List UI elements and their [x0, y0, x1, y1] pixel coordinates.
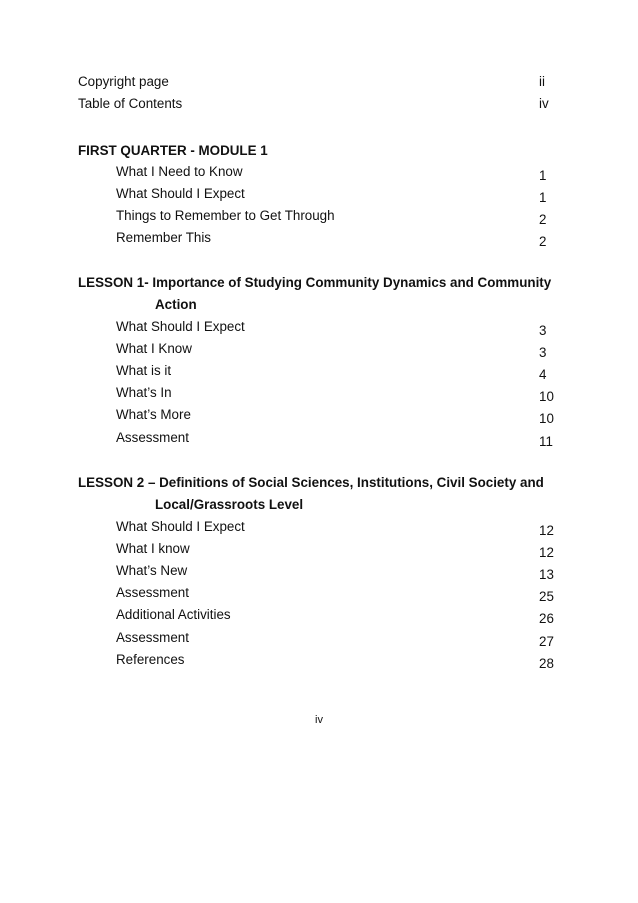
lesson-1-heading-continued: Action [155, 297, 197, 312]
module-heading: FIRST QUARTER - MODULE 1 [78, 143, 268, 158]
toc-entry-page: 25 [539, 589, 554, 604]
toc-entry-title: What I Need to Know [116, 164, 243, 179]
toc-entry-title: Things to Remember to Get Through [116, 208, 335, 223]
toc-entry-title: Table of Contents [78, 96, 183, 111]
toc-entry-page: 12 [539, 545, 554, 560]
toc-entry-title: What is it [116, 363, 172, 378]
toc-entry-page: 12 [539, 523, 554, 538]
toc-entry-title: Remember This [116, 230, 212, 245]
lesson-2-heading: LESSON 2 – Definitions of Social Sciences, Institutions, Civil Society and [78, 475, 544, 490]
toc-entry-title: References [116, 652, 185, 667]
toc-entry-title: What’s In [116, 385, 172, 400]
toc-entry-title: What I know [116, 541, 190, 556]
toc-entry-page: 1 [539, 190, 547, 205]
toc-entry-title: Assessment [116, 430, 189, 445]
toc-entry-title: What I Know [116, 341, 192, 356]
toc-entry-title: What Should I Expect [116, 519, 245, 534]
lesson-1-heading: LESSON 1- Importance of Studying Community Dynamics and Community [78, 275, 552, 290]
toc-entry-page: 28 [539, 656, 554, 671]
toc-entry-page: 26 [539, 611, 554, 626]
toc-entry-title: What Should I Expect [116, 319, 245, 334]
toc-entry-page: 2 [539, 212, 547, 227]
toc-entry-title: Assessment [116, 585, 189, 600]
toc-entry-page: 3 [539, 323, 547, 338]
toc-entry-page: ii [539, 74, 545, 89]
toc-entry-page: iv [539, 96, 549, 111]
lesson-2-heading-continued: Local/Grassroots Level [155, 497, 304, 512]
toc-entry-title: Copyright page [78, 74, 169, 89]
toc-entry-page: 11 [539, 434, 553, 449]
toc-entry-title: What Should I Expect [116, 186, 245, 201]
toc-entry-page: 1 [539, 168, 547, 183]
toc-entry-title: Assessment [116, 630, 189, 645]
page-number: iv [315, 714, 323, 726]
toc-entry-page: 3 [539, 345, 547, 360]
toc-entry-page: 2 [539, 234, 547, 249]
toc-entry-page: 4 [539, 367, 547, 382]
toc-entry-title: What’s More [116, 407, 191, 422]
toc-entry-page: 13 [539, 567, 554, 582]
toc-entry-page: 10 [539, 389, 554, 404]
toc-entry-page: 27 [539, 634, 554, 649]
toc-entry-title: What’s New [116, 563, 188, 578]
toc-entry-page: 10 [539, 411, 554, 426]
toc-entry-title: Additional Activities [116, 607, 231, 622]
